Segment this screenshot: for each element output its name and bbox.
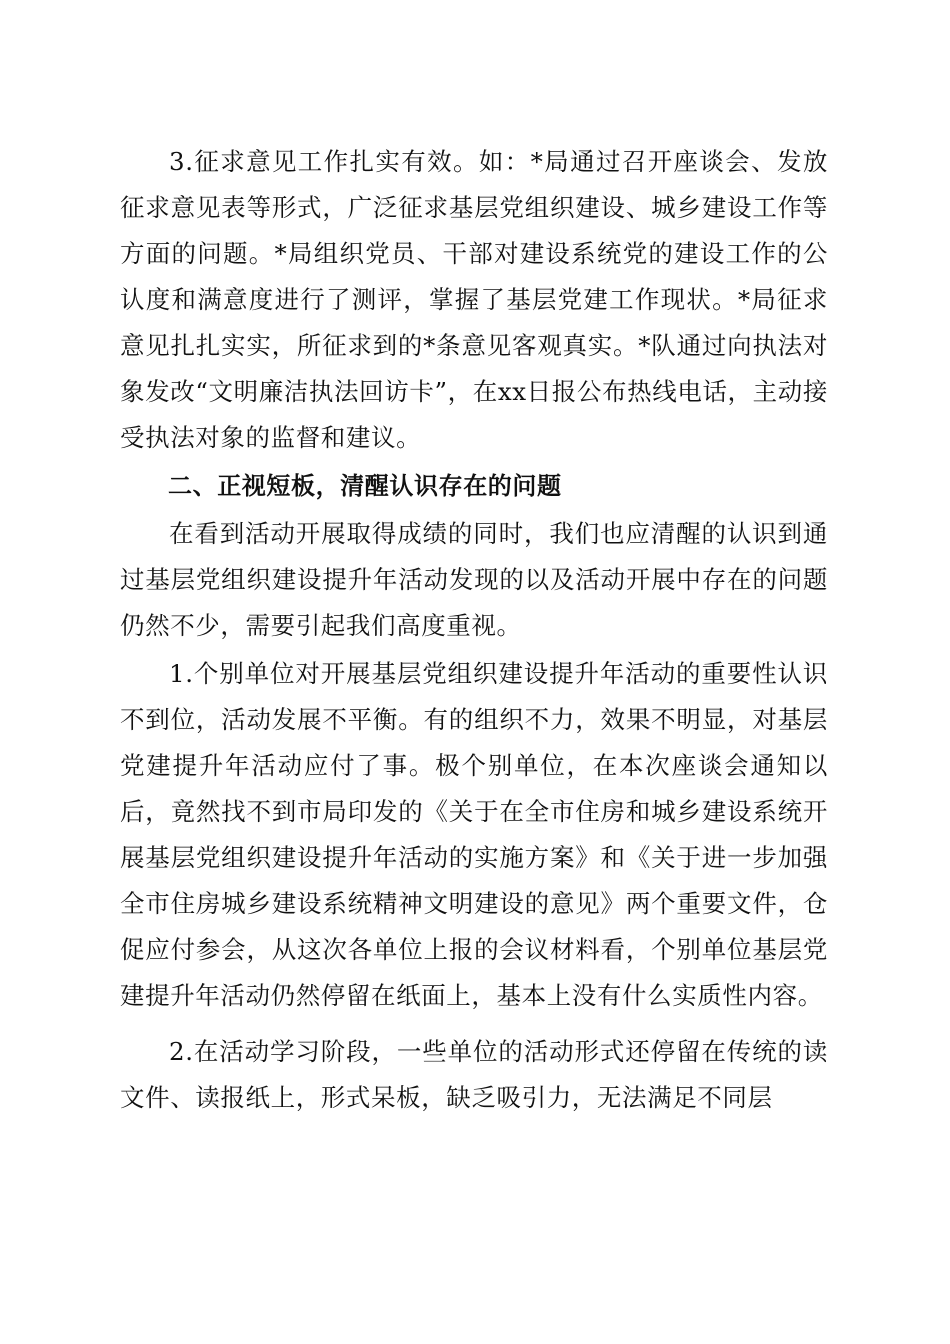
paragraph-section2-intro: 在看到活动开展取得成绩的同时，我们也应清醒的认识到通过基层党组织建设提升年活动发现的以及活动开展中存在的问题仍然不少，需要引起我们高度重视。	[120, 519, 828, 640]
document-body	[120, 139, 828, 1121]
paragraph-section2-item1: 1.个别单位对开展基层党组织建设提升年活动的重要性认识不到位，活动发展不平衡。有的组织不力，效果不明显，对基层党建提升年活动应付了事。极个别单位，在本次座谈会通知以后，竟然找不到市局印发的《关于在全市住房和城乡建设系统开展基层党组织建设提升年活动的实施方案》和《关于进一步加强全市住房城乡建设系统精神文明建设的意见》两个重要文件，仓促应付参会，从这次各单位上报的会议材料看，个别单位基层党建提升年活动仍然停留在纸面上，基本上没有什么实质性内容。	[120, 659, 828, 1010]
section2-heading: 二、正视短板，清醒认识存在的问题	[168, 472, 562, 500]
paragraph-section1-item3: 3.征求意见工作扎实有效。如：*局通过召开座谈会、发放征求意见表等形式，广泛征求基层党组织建设、城乡建设工作等方面的问题。*局组织党员、干部对建设系统党的建设工作的公认度和满意度进行了测评，掌握了基层党建工作现状。*局征求意见扎扎实实，所征求到的*条意见客观真实。*队通过向执法对象发改“文明廉洁执法回访卡”，在xx日报公布热线电话，主动接受执法对象的监督和建议。	[120, 147, 828, 452]
paragraph-section2-item2: 2.在活动学习阶段，一些单位的活动形式还停留在传统的读文件、读报纸上，形式呆板，缺乏吸引力，无法满足不同层	[120, 1037, 828, 1112]
